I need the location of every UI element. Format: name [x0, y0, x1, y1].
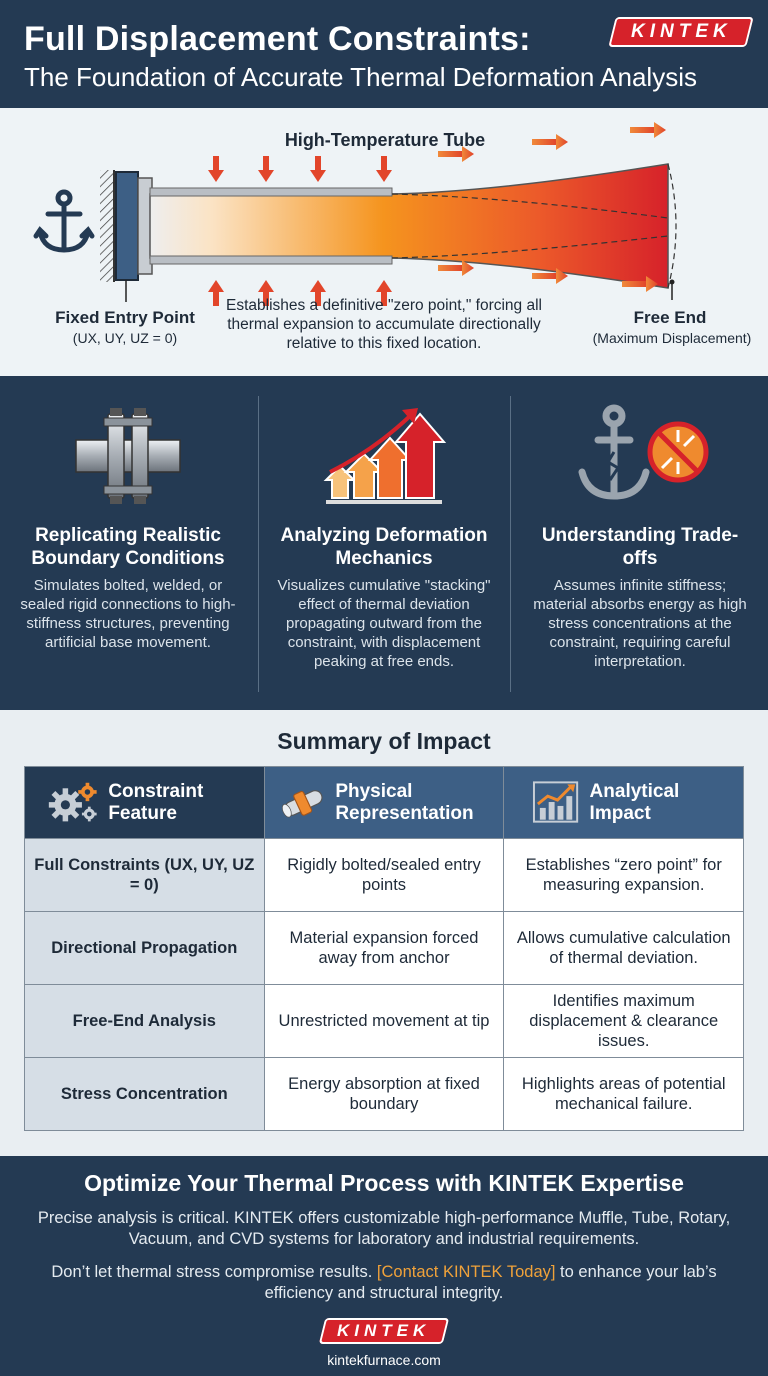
kintek-logo-footer[interactable]: KINTEK [319, 1318, 449, 1344]
feature-title: Understanding Trade-offs [541, 525, 739, 569]
table-cell: Material expansion forced away from anchor [264, 912, 504, 985]
heat-arrow-icon [208, 156, 392, 182]
feature-text: Visualizes cumulative "stacking" effect of thermal deviation propagating outward from the constraint, with displacement peaking at free ends. [277, 577, 491, 670]
pipe-clamp-icon [279, 778, 328, 828]
analytics-chart-icon [532, 780, 581, 826]
free-end-subtitle: (Maximum Displacement) [592, 330, 752, 346]
cta-paragraph: Precise analysis is critical. KINTEK offers customizable high-performance Muffle, Tube, Rotary, Vacuum, and CVD systems for laboratory and industrial requirements. [37, 1209, 731, 1248]
table-cell: Allows cumulative calculation of thermal deviation. [504, 912, 744, 985]
fixed-entry-subtitle: (UX, UY, UZ = 0) [72, 330, 178, 346]
cta-section [0, 1156, 768, 1376]
table-cell: Identifies maximum displacement & clearance issues. [504, 985, 744, 1058]
bolted-flange-icon [58, 396, 198, 516]
gears-icon [47, 779, 100, 827]
anchor-icon [36, 192, 92, 250]
feature-boundary-conditions [0, 376, 256, 710]
page-title: Full Displacement Constraints: [24, 20, 531, 58]
table-header-row [25, 767, 744, 839]
kintek-logo[interactable]: KINTEK [608, 17, 753, 47]
row-header: Full Constraints (UX, UY, UZ = 0) [25, 839, 265, 912]
feature-text: Assumes infinite stiffness; material absorbs energy as high stress concentrations at the constraint, requiring careful interpretation. [533, 577, 747, 670]
table-cell: Establishes “zero point” for measuring expansion. [504, 839, 744, 912]
feature-title: Analyzing Deformation Mechanics [280, 525, 488, 569]
row-header: Stress Concentration [25, 1058, 265, 1131]
header [0, 0, 768, 108]
flange-plate [116, 172, 138, 280]
table-cell: Energy absorption at fixed boundary [264, 1058, 504, 1131]
table-row [25, 985, 744, 1058]
table-cell: Unrestricted movement at tip [264, 985, 504, 1058]
table-cell: Highlights areas of potential mechanical failure. [504, 1058, 744, 1131]
table-row [25, 839, 744, 912]
fixed-entry-title: Fixed Entry Point [55, 308, 195, 327]
row-header: Directional Propagation [25, 912, 265, 985]
divider [510, 396, 511, 692]
feature-deformation-mechanics [256, 376, 512, 710]
page-subtitle: The Foundation of Accurate Thermal Deformation Analysis [24, 62, 697, 92]
heated-tube [150, 164, 668, 288]
no-compression-icon [650, 424, 706, 480]
fixed-wall [100, 170, 114, 282]
row-header: Free-End Analysis [25, 985, 265, 1058]
feature-text: Simulates bolted, welded, or sealed rigid connections to high-stiffness structures, preventing artificial base movement. [20, 577, 236, 651]
table-cell: Rigidly bolted/sealed entry points [264, 839, 504, 912]
summary-title: Summary of Impact [277, 728, 491, 754]
header-physical-representation: Physical Representation [264, 767, 504, 839]
free-end-title: Free End [633, 308, 707, 327]
tube-title: High-Temperature Tube [284, 130, 486, 150]
feature-title: Replicating Realistic Boundary Conditions [31, 525, 225, 569]
table-row [25, 1058, 744, 1131]
cta-paragraph-contact: Don’t let thermal stress compromise results. [Contact KINTEK Today] to enhance your lab’s efficiency and structural integrity. [51, 1263, 717, 1302]
features-section [0, 376, 768, 710]
diagram-description: Establishes a definitive "zero point," forcing all thermal expansion to accumulate directionally relative to this fixed location. [225, 297, 542, 352]
constraint-diagram [0, 108, 768, 376]
header-analytical-impact: Analytical Impact [504, 767, 744, 839]
website-url[interactable]: kintekfurnace.com [327, 1352, 441, 1368]
header-constraint-feature: Constraint Feature [25, 767, 265, 839]
stacked-growth-arrows-icon [314, 396, 454, 516]
contact-link[interactable]: [Contact KINTEK Today] [376, 1263, 556, 1281]
cracked-anchor-icon [540, 396, 740, 516]
table-row [25, 912, 744, 985]
summary-table [24, 766, 744, 1131]
feature-trade-offs [512, 376, 768, 710]
cta-title: Optimize Your Thermal Process with KINTEK Expertise [84, 1170, 684, 1196]
